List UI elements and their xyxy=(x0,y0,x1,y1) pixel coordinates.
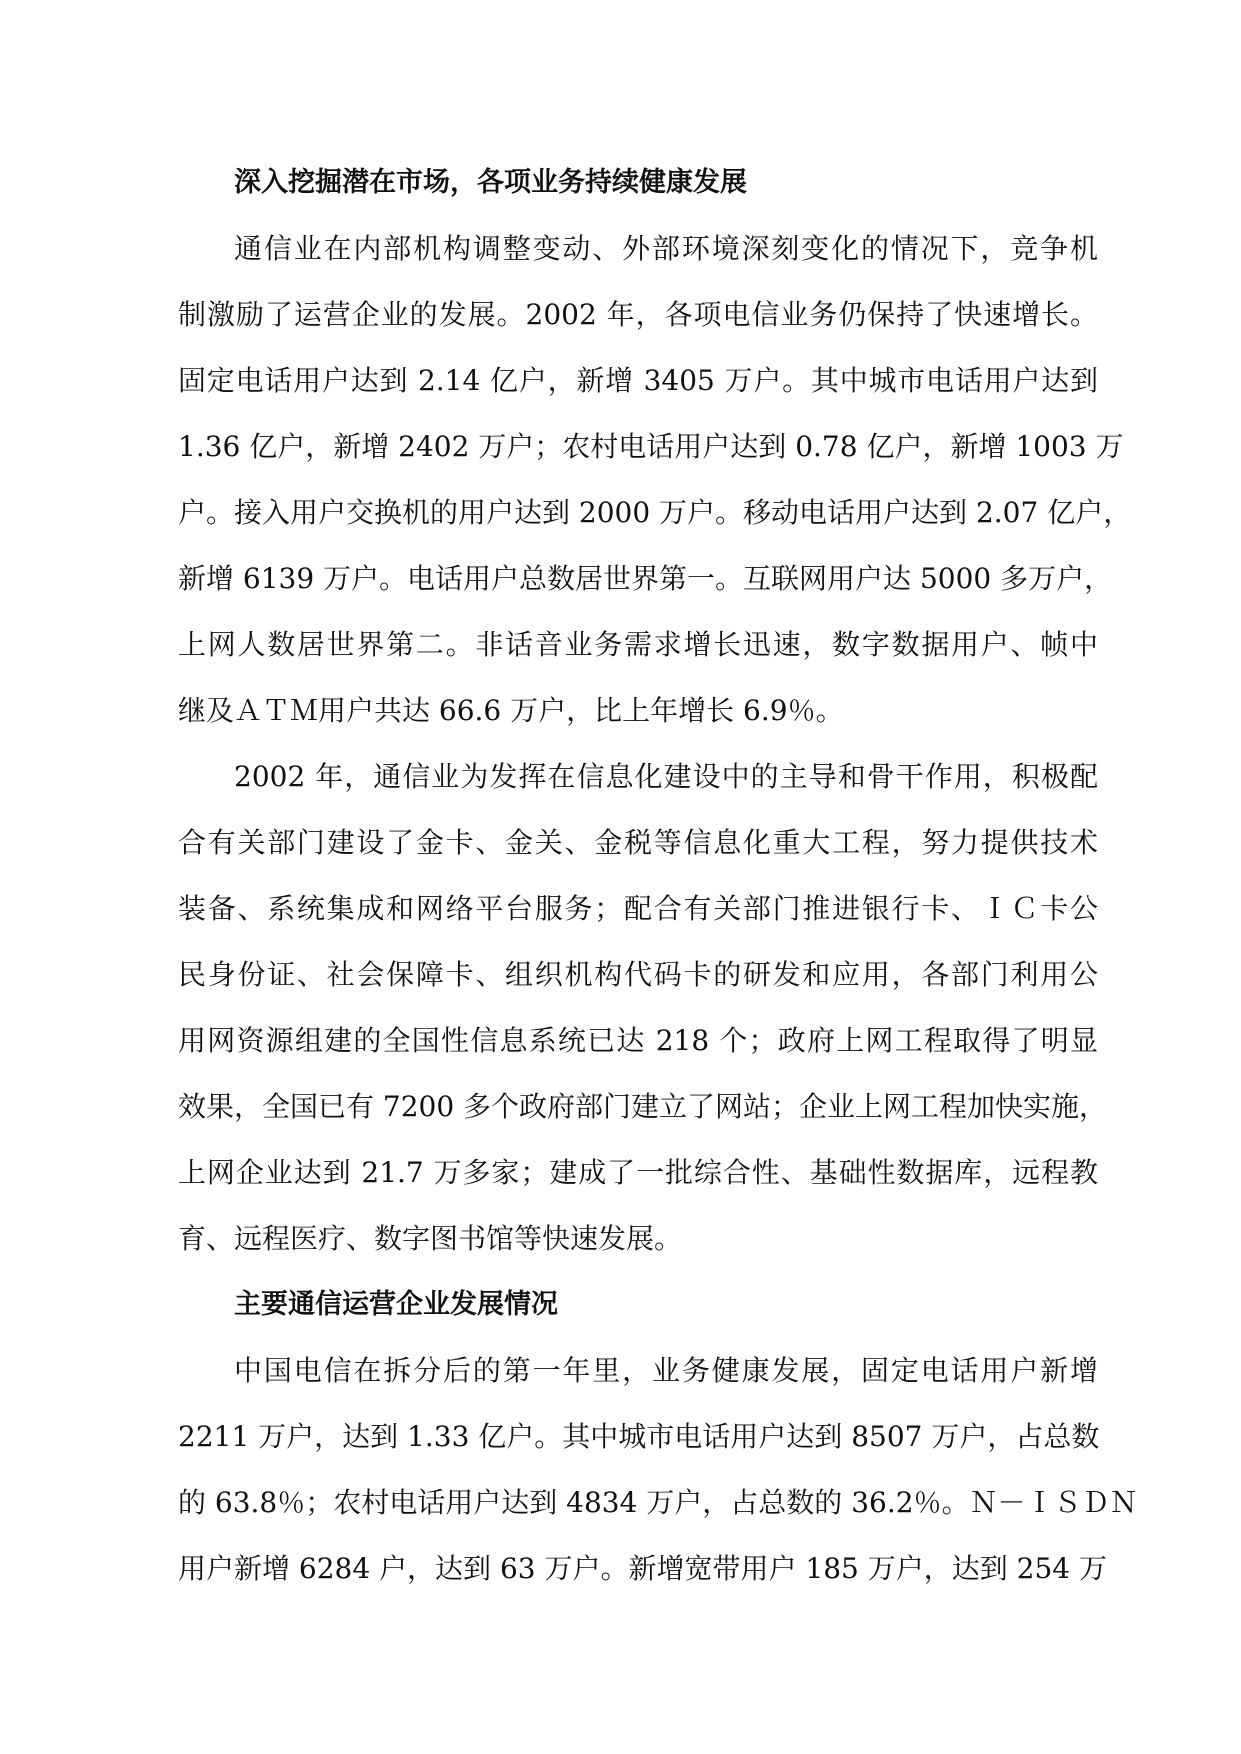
text-line: 上网企业达到 21.7 万多家；建成了一批综合性、基础性数据库，远程教 xyxy=(178,1156,1098,1189)
text-line: 2211 万户，达到 1.33 亿户。其中城市电话用户达到 8507 万户，占总数 xyxy=(178,1420,1100,1453)
paragraph xyxy=(178,1338,1138,1602)
text-line: 的 63.8％；农村电话用户达到 4834 万户，占总数的 36.2％。Ｎ－ＩＳＤＮ xyxy=(178,1486,1138,1519)
paragraph xyxy=(178,216,1132,744)
section-heading: 主要通信运营企业发展情况 xyxy=(234,1289,558,1320)
text-line: 继及ＡＴＭ用户共达 66.6 万户，比上年增长 6.9％。 xyxy=(178,694,844,727)
text-line: 制激励了运营企业的发展。2002 年，各项电信业务仍保持了快速增长。 xyxy=(178,298,1098,331)
text-line: 育、远程医疗、数字图书馆等快速发展。 xyxy=(178,1222,683,1255)
text-line: 上网人数居世界第二。非话音业务需求增长迅速，数字数据用户、帧中 xyxy=(178,628,1098,661)
section-heading: 深入挖掘潜在市场，各项业务持续健康发展 xyxy=(234,167,747,198)
text-line: 中国电信在拆分后的第一年里，业务健康发展，固定电话用户新增 xyxy=(234,1354,1098,1387)
text-line: 用户新增 6284 户，达到 63 万户。新增宽带用户 185 万户，达到 254 万 xyxy=(178,1552,1107,1585)
text-line: 1.36 亿户，新增 2402 万户；农村电话用户达到 0.78 亿户，新增 1003 万 xyxy=(178,430,1124,463)
text-line: 户。接入用户交换机的用户达到 2000 万户。移动电话用户达到 2.07 亿户， xyxy=(178,496,1132,529)
text-line: 新增 6139 万户。电话用户总数居世界第一。互联网用户达 5000 多万户， xyxy=(178,562,1113,595)
text-line: 2002 年，通信业为发挥在信息化建设中的主导和骨干作用，积极配 xyxy=(234,760,1098,793)
text-line: 民身份证、社会保障卡、组织机构代码卡的研发和应用，各部门利用公 xyxy=(178,958,1098,991)
text-line: 用网资源组建的全国性信息系统已达 218 个；政府上网工程取得了明显 xyxy=(178,1024,1098,1057)
text-line: 效果，全国已有 7200 多个政府部门建立了网站；企业上网工程加快实施， xyxy=(178,1090,1108,1123)
text-line: 通信业在内部机构调整变动、外部环境深刻变化的情况下，竞争机 xyxy=(234,232,1098,265)
text-line: 固定电话用户达到 2.14 亿户，新增 3405 万户。其中城市电话用户达到 xyxy=(178,364,1098,397)
document-page xyxy=(178,150,1138,1602)
text-line: 装备、系统集成和网络平台服务；配合有关部门推进银行卡、ＩＣ卡公 xyxy=(178,892,1098,925)
paragraph xyxy=(178,744,1108,1272)
text-line: 合有关部门建设了金卡、金关、金税等信息化重大工程，努力提供技术 xyxy=(178,826,1098,859)
